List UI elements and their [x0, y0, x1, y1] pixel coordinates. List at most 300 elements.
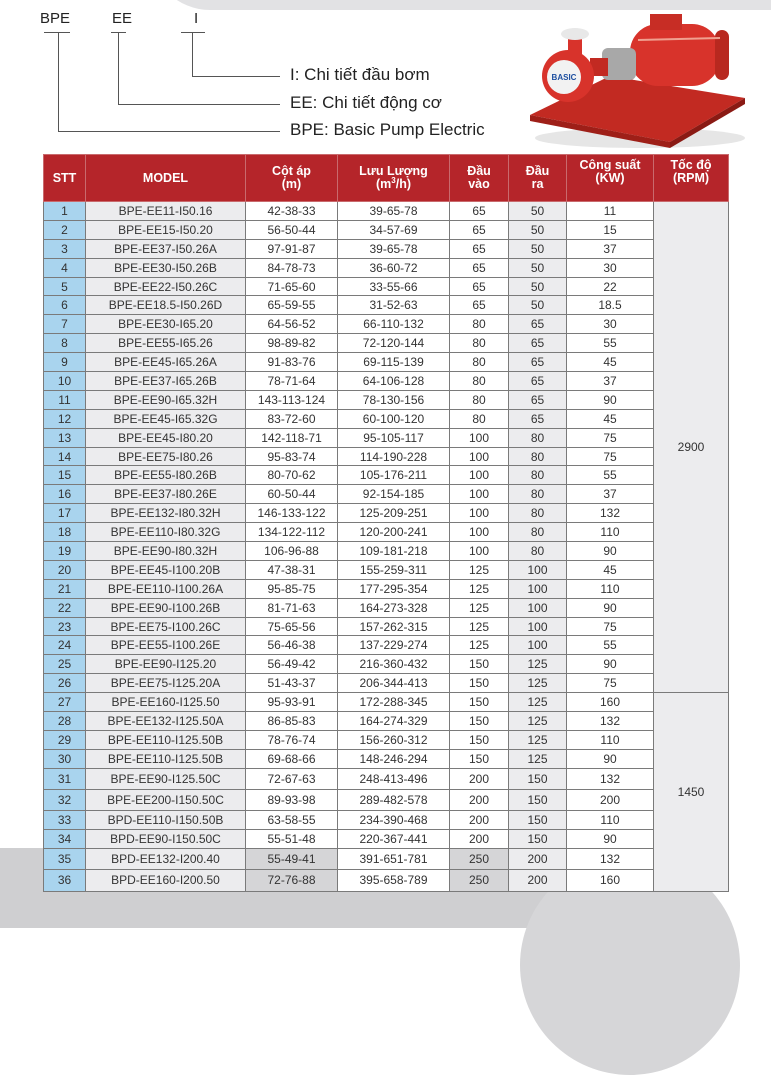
cell-inlet: 100: [450, 523, 509, 542]
cell-inlet: 200: [450, 789, 509, 810]
cell-inlet: 125: [450, 636, 509, 655]
cell-model: BPE-EE45-I65.26A: [86, 353, 246, 372]
cell-flow: 234-390-468: [338, 810, 450, 829]
cell-power: 200: [567, 789, 654, 810]
table-row: [44, 258, 729, 277]
cell-inlet: 125: [450, 598, 509, 617]
cell-power: 55: [567, 636, 654, 655]
cell-power: 90: [567, 390, 654, 409]
cell-stt: 29: [44, 730, 86, 749]
cell-stt: 3: [44, 239, 86, 258]
cell-head: 134-122-112: [246, 523, 338, 542]
cell-outlet: 80: [509, 466, 567, 485]
cell-stt: 4: [44, 258, 86, 277]
cell-head: 80-70-62: [246, 466, 338, 485]
cell-inlet: 200: [450, 768, 509, 789]
header-inlet: Đầu vào: [450, 155, 509, 202]
cell-power: 45: [567, 353, 654, 372]
cell-head: 91-83-76: [246, 353, 338, 372]
table-row: [44, 239, 729, 258]
cell-stt: 11: [44, 390, 86, 409]
table-row: [44, 789, 729, 810]
table-row: [44, 334, 729, 353]
cell-inlet: 125: [450, 560, 509, 579]
cell-model: BPE-EE75-I80.26: [86, 447, 246, 466]
cell-power: 90: [567, 749, 654, 768]
cell-flow: 105-176-211: [338, 466, 450, 485]
cell-power: 75: [567, 674, 654, 693]
connector-i: [192, 32, 193, 76]
legend-i: I: Chi tiết đầu bơm: [290, 65, 430, 84]
cell-flow: 391-651-781: [338, 848, 450, 870]
cell-power: 75: [567, 447, 654, 466]
cell-outlet: 50: [509, 258, 567, 277]
cell-outlet: 65: [509, 390, 567, 409]
cell-head: 55-51-48: [246, 829, 338, 848]
cell-stt: 14: [44, 447, 86, 466]
cell-power: 90: [567, 542, 654, 561]
cell-inlet: 100: [450, 447, 509, 466]
cell-flow: 216-360-432: [338, 655, 450, 674]
cell-power: 55: [567, 466, 654, 485]
cell-model: BPE-EE55-I80.26B: [86, 466, 246, 485]
cell-power: 160: [567, 870, 654, 892]
table-row: [44, 353, 729, 372]
table-row: [44, 598, 729, 617]
cell-stt: 36: [44, 870, 86, 892]
cell-outlet: 100: [509, 617, 567, 636]
cell-stt: 10: [44, 372, 86, 391]
cell-head: 63-58-55: [246, 810, 338, 829]
cell-outlet: 150: [509, 789, 567, 810]
cell-head: 146-133-122: [246, 504, 338, 523]
table-row: [44, 409, 729, 428]
cell-flow: 72-120-144: [338, 334, 450, 353]
cell-power: 75: [567, 428, 654, 447]
table-row: [44, 202, 729, 221]
cell-inlet: 65: [450, 202, 509, 221]
cell-flow: 36-60-72: [338, 258, 450, 277]
legend-bpe: BPE: Basic Pump Electric: [290, 120, 485, 139]
cell-flow: 248-413-496: [338, 768, 450, 789]
cell-head: 64-56-52: [246, 315, 338, 334]
cell-power: 132: [567, 768, 654, 789]
connector-ee: [118, 32, 119, 104]
cell-head: 142-118-71: [246, 428, 338, 447]
cell-flow: 172-288-345: [338, 693, 450, 712]
cell-power: 45: [567, 560, 654, 579]
cell-flow: 206-344-413: [338, 674, 450, 693]
cell-power: 55: [567, 334, 654, 353]
cell-outlet: 50: [509, 202, 567, 221]
cell-model: BPE-EE30-I65.20: [86, 315, 246, 334]
cell-model: BPE-EE90-I100.26B: [86, 598, 246, 617]
cell-head: 84-78-73: [246, 258, 338, 277]
cell-inlet: 80: [450, 353, 509, 372]
table-row: [44, 730, 729, 749]
cell-flow: 92-154-185: [338, 485, 450, 504]
table-row: [44, 870, 729, 892]
cell-outlet: 65: [509, 334, 567, 353]
cell-flow: 220-367-441: [338, 829, 450, 848]
cell-stt: 9: [44, 353, 86, 372]
table-row: [44, 504, 729, 523]
cell-outlet: 125: [509, 730, 567, 749]
background-shape-top: [150, 0, 771, 10]
table-row: [44, 829, 729, 848]
cell-inlet: 100: [450, 485, 509, 504]
cell-outlet: 80: [509, 542, 567, 561]
table-row: [44, 390, 729, 409]
cell-stt: 35: [44, 848, 86, 870]
cell-stt: 30: [44, 749, 86, 768]
cell-head: 78-71-64: [246, 372, 338, 391]
table-row: [44, 810, 729, 829]
cell-stt: 5: [44, 277, 86, 296]
cell-inlet: 150: [450, 730, 509, 749]
cell-head: 55-49-41: [246, 848, 338, 870]
cell-flow: 156-260-312: [338, 730, 450, 749]
cell-stt: 24: [44, 636, 86, 655]
cell-stt: 31: [44, 768, 86, 789]
cell-flow: 137-229-274: [338, 636, 450, 655]
table-row: [44, 277, 729, 296]
cell-flow: 395-658-789: [338, 870, 450, 892]
cell-head: 83-72-60: [246, 409, 338, 428]
legend-ee: EE: Chi tiết động cơ: [290, 93, 442, 112]
cell-outlet: 65: [509, 372, 567, 391]
cell-outlet: 150: [509, 810, 567, 829]
cell-flow: 164-273-328: [338, 598, 450, 617]
cell-head: 51-43-37: [246, 674, 338, 693]
cell-inlet: 100: [450, 428, 509, 447]
cell-outlet: 200: [509, 870, 567, 892]
cell-power: 160: [567, 693, 654, 712]
cell-power: 110: [567, 810, 654, 829]
cell-stt: 18: [44, 523, 86, 542]
table-body: [44, 202, 729, 892]
cell-flow: 177-295-354: [338, 579, 450, 598]
cell-power: 90: [567, 655, 654, 674]
table-row: [44, 674, 729, 693]
pump-brand-logo: BASIC: [551, 73, 577, 82]
cell-model: BPE-EE132-I80.32H: [86, 504, 246, 523]
cell-model: BPE-EE110-I125.50B: [86, 730, 246, 749]
table-row: [44, 372, 729, 391]
cell-flow: 34-57-69: [338, 220, 450, 239]
cell-flow: 60-100-120: [338, 409, 450, 428]
connector-bpe: [58, 32, 59, 131]
cell-flow: 69-115-139: [338, 353, 450, 372]
cell-power: 30: [567, 315, 654, 334]
cell-inlet: 150: [450, 712, 509, 731]
cell-head: 56-46-38: [246, 636, 338, 655]
cell-stt: 22: [44, 598, 86, 617]
cell-stt: 13: [44, 428, 86, 447]
cell-head: 72-67-63: [246, 768, 338, 789]
header-power: Công suất (KW): [567, 155, 654, 202]
cell-outlet: 200: [509, 848, 567, 870]
cell-flow: 66-110-132: [338, 315, 450, 334]
cell-outlet: 50: [509, 277, 567, 296]
cell-outlet: 65: [509, 315, 567, 334]
cell-outlet: 125: [509, 674, 567, 693]
cell-outlet: 150: [509, 768, 567, 789]
cell-stt: 8: [44, 334, 86, 353]
cell-outlet: 100: [509, 636, 567, 655]
cell-model: BPE-EE90-I125.20: [86, 655, 246, 674]
table-row: [44, 617, 729, 636]
cell-outlet: 150: [509, 829, 567, 848]
cell-outlet: 100: [509, 598, 567, 617]
cell-stt: 33: [44, 810, 86, 829]
table-row: [44, 693, 729, 712]
cell-model: BPE-EE110-I125.50B: [86, 749, 246, 768]
cell-stt: 32: [44, 789, 86, 810]
code-bpe: BPE: [40, 10, 71, 27]
cell-inlet: 80: [450, 315, 509, 334]
cell-outlet: 65: [509, 353, 567, 372]
table-row: [44, 712, 729, 731]
cell-model: BPE-EE90-I65.32H: [86, 390, 246, 409]
cell-model: BPE-EE22-I50.26C: [86, 277, 246, 296]
cell-flow: 33-55-66: [338, 277, 450, 296]
cell-head: 95-85-75: [246, 579, 338, 598]
cell-inlet: 65: [450, 239, 509, 258]
cell-outlet: 80: [509, 485, 567, 504]
cell-inlet: 65: [450, 258, 509, 277]
cell-speed-rpm: 1450: [654, 693, 729, 891]
code-ee: EE: [112, 10, 133, 27]
cell-flow: 148-246-294: [338, 749, 450, 768]
cell-power: 110: [567, 730, 654, 749]
cell-head: 69-68-66: [246, 749, 338, 768]
cell-power: 132: [567, 712, 654, 731]
cell-flow: 155-259-311: [338, 560, 450, 579]
header-model: MODEL: [86, 155, 246, 202]
cell-outlet: 80: [509, 504, 567, 523]
cell-flow: 109-181-218: [338, 542, 450, 561]
connector-i-h: [192, 76, 280, 77]
cell-model: BPD-EE132-I200.40: [86, 848, 246, 870]
code-bpe-underline: [44, 32, 70, 33]
cell-outlet: 50: [509, 239, 567, 258]
cell-model: BPE-EE200-I150.50C: [86, 789, 246, 810]
table-row: [44, 220, 729, 239]
cell-power: 45: [567, 409, 654, 428]
cell-inlet: 150: [450, 655, 509, 674]
cell-model: BPE-EE45-I65.32G: [86, 409, 246, 428]
cell-head: 72-76-88: [246, 870, 338, 892]
cell-head: 97-91-87: [246, 239, 338, 258]
cell-flow: 31-52-63: [338, 296, 450, 315]
cell-outlet: 50: [509, 220, 567, 239]
table-row: [44, 560, 729, 579]
cell-outlet: 80: [509, 523, 567, 542]
cell-head: 95-83-74: [246, 447, 338, 466]
table-row: [44, 523, 729, 542]
cell-head: 106-96-88: [246, 542, 338, 561]
header-stt: STT: [44, 155, 86, 202]
cell-outlet: 125: [509, 712, 567, 731]
cell-flow: 39-65-78: [338, 202, 450, 221]
cell-model: BPE-EE160-I125.50: [86, 693, 246, 712]
cell-inlet: 200: [450, 810, 509, 829]
table-row: [44, 447, 729, 466]
cell-flow: 78-130-156: [338, 390, 450, 409]
cell-inlet: 80: [450, 390, 509, 409]
cell-head: 89-93-98: [246, 789, 338, 810]
connector-bpe-h: [58, 131, 280, 132]
cell-model: BPE-EE11-I50.16: [86, 202, 246, 221]
cell-inlet: 80: [450, 409, 509, 428]
cell-head: 95-93-91: [246, 693, 338, 712]
cell-outlet: 100: [509, 579, 567, 598]
cell-power: 90: [567, 829, 654, 848]
cell-model: BPE-EE75-I125.20A: [86, 674, 246, 693]
cell-stt: 7: [44, 315, 86, 334]
header-outlet: Đầu ra: [509, 155, 567, 202]
cell-flow: 157-262-315: [338, 617, 450, 636]
table-header-row: [44, 155, 729, 202]
cell-flow: 164-274-329: [338, 712, 450, 731]
cell-stt: 20: [44, 560, 86, 579]
cell-inlet: 250: [450, 848, 509, 870]
cell-outlet: 100: [509, 560, 567, 579]
table-row: [44, 768, 729, 789]
cell-inlet: 125: [450, 617, 509, 636]
cell-flow: 95-105-117: [338, 428, 450, 447]
cell-power: 110: [567, 579, 654, 598]
cell-model: BPE-EE110-I80.32G: [86, 523, 246, 542]
cell-power: 22: [567, 277, 654, 296]
cell-head: 60-50-44: [246, 485, 338, 504]
code-i: I: [194, 10, 199, 27]
cell-head: 56-50-44: [246, 220, 338, 239]
cell-flow: 120-200-241: [338, 523, 450, 542]
cell-stt: 12: [44, 409, 86, 428]
table-row: [44, 296, 729, 315]
cell-outlet: 125: [509, 749, 567, 768]
cell-outlet: 80: [509, 447, 567, 466]
cell-power: 132: [567, 504, 654, 523]
cell-power: 110: [567, 523, 654, 542]
cell-flow: 289-482-578: [338, 789, 450, 810]
cell-stt: 17: [44, 504, 86, 523]
cell-head: 98-89-82: [246, 334, 338, 353]
cell-stt: 21: [44, 579, 86, 598]
cell-outlet: 125: [509, 655, 567, 674]
cell-inlet: 100: [450, 542, 509, 561]
cell-model: BPE-EE55-I100.26E: [86, 636, 246, 655]
pump-image: [520, 10, 750, 150]
cell-head: 81-71-63: [246, 598, 338, 617]
cell-flow: 114-190-228: [338, 447, 450, 466]
header-head: Cột áp (m): [246, 155, 338, 202]
cell-power: 37: [567, 239, 654, 258]
cell-power: 11: [567, 202, 654, 221]
table-row: [44, 466, 729, 485]
cell-inlet: 65: [450, 220, 509, 239]
cell-stt: 1: [44, 202, 86, 221]
cell-model: BPD-EE160-I200.50: [86, 870, 246, 892]
cell-inlet: 65: [450, 277, 509, 296]
cell-model: BPD-EE90-I150.50C: [86, 829, 246, 848]
cell-inlet: 150: [450, 674, 509, 693]
cell-stt: 15: [44, 466, 86, 485]
cell-model: BPE-EE45-I80.20: [86, 428, 246, 447]
cell-model: BPE-EE90-I125.50C: [86, 768, 246, 789]
header-flow: Lưu Lượng $(m^3/h)$: [338, 155, 450, 202]
cell-flow: 64-106-128: [338, 372, 450, 391]
cell-outlet: 50: [509, 296, 567, 315]
cell-head: 86-85-83: [246, 712, 338, 731]
cell-model: BPE-EE55-I65.26: [86, 334, 246, 353]
cell-outlet: 125: [509, 693, 567, 712]
cell-power: 30: [567, 258, 654, 277]
table-row: [44, 848, 729, 870]
cell-stt: 2: [44, 220, 86, 239]
cell-power: 132: [567, 848, 654, 870]
cell-stt: 19: [44, 542, 86, 561]
cell-model: BPE-EE75-I100.26C: [86, 617, 246, 636]
cell-power: 90: [567, 598, 654, 617]
cell-stt: 26: [44, 674, 86, 693]
cell-inlet: 150: [450, 693, 509, 712]
cell-head: 143-113-124: [246, 390, 338, 409]
cell-stt: 23: [44, 617, 86, 636]
cell-stt: 27: [44, 693, 86, 712]
table-row: [44, 636, 729, 655]
cell-stt: 28: [44, 712, 86, 731]
connector-ee-h: [118, 104, 280, 105]
cell-model: BPE-EE37-I80.26E: [86, 485, 246, 504]
header-speed: Tốc độ (RPM): [654, 155, 729, 202]
cell-stt: 6: [44, 296, 86, 315]
table-row: [44, 428, 729, 447]
cell-stt: 25: [44, 655, 86, 674]
cell-model: BPE-EE30-I50.26B: [86, 258, 246, 277]
cell-power: 75: [567, 617, 654, 636]
cell-inlet: 250: [450, 870, 509, 892]
table-row: [44, 749, 729, 768]
cell-inlet: 65: [450, 296, 509, 315]
cell-model: BPE-EE110-I100.26A: [86, 579, 246, 598]
cell-head: 65-59-55: [246, 296, 338, 315]
cell-head: 78-76-74: [246, 730, 338, 749]
cell-model: BPE-EE18.5-I50.26D: [86, 296, 246, 315]
table-row: [44, 655, 729, 674]
cell-model: BPE-EE132-I125.50A: [86, 712, 246, 731]
code-i-underline: [181, 32, 205, 33]
cell-head: 42-38-33: [246, 202, 338, 221]
cell-inlet: 80: [450, 334, 509, 353]
cell-inlet: 200: [450, 829, 509, 848]
cell-power: 18.5: [567, 296, 654, 315]
cell-head: 71-65-60: [246, 277, 338, 296]
table-row: [44, 315, 729, 334]
cell-flow: 125-209-251: [338, 504, 450, 523]
cell-stt: 16: [44, 485, 86, 504]
cell-model: BPE-EE37-I65.26B: [86, 372, 246, 391]
table-row: [44, 542, 729, 561]
cell-head: 47-38-31: [246, 560, 338, 579]
table-row: [44, 485, 729, 504]
cell-inlet: 100: [450, 504, 509, 523]
cell-inlet: 80: [450, 372, 509, 391]
table-row: [44, 579, 729, 598]
cell-model: BPE-EE37-I50.26A: [86, 239, 246, 258]
